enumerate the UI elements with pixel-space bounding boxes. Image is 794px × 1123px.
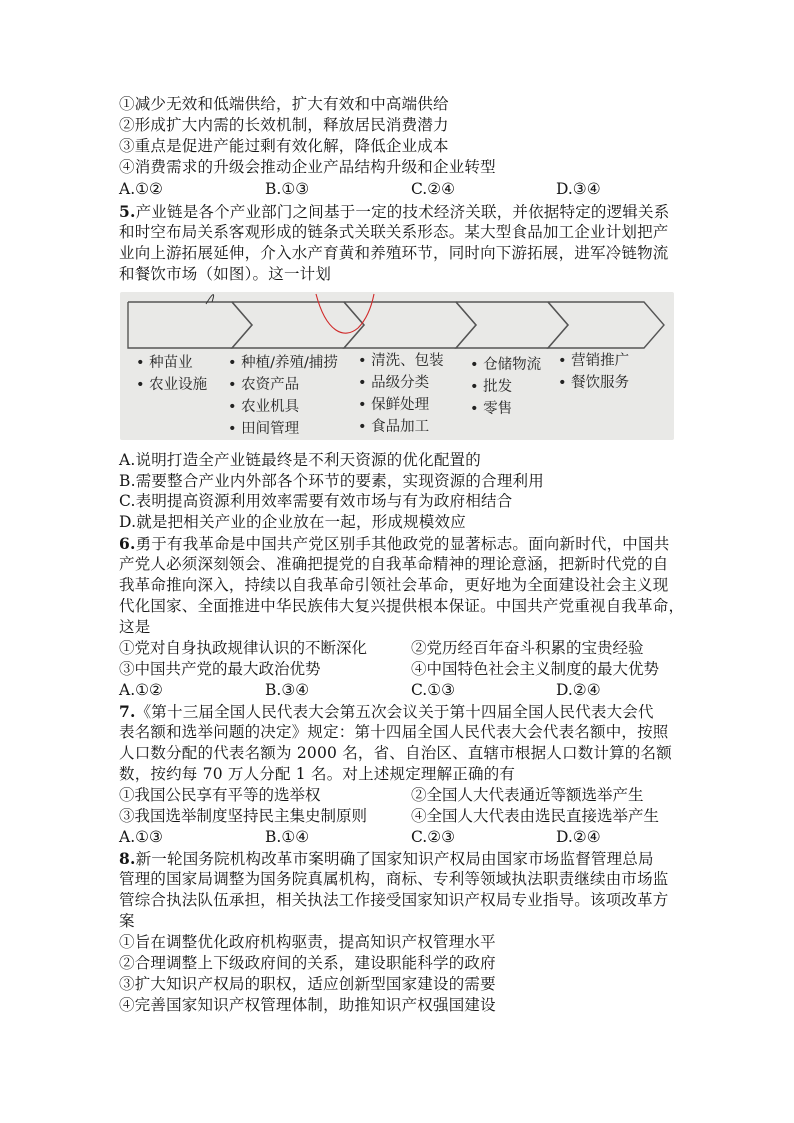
- q6-items-row-2: [119, 659, 679, 680]
- q8-item-3: ③扩大知识产权局的职权，适应创新型国家建设的需要: [119, 975, 496, 993]
- figure-text: • 零售: [470, 401, 513, 417]
- q5-option-a: A.说明打造全产业链最终是不利天资源的优化配置的: [119, 451, 481, 469]
- figure-col-5: [558, 350, 629, 394]
- figure-text: • 食品加工: [358, 419, 430, 435]
- figure-text: • 餐饮服务: [558, 375, 630, 391]
- q8-stem-line-4: 案: [119, 912, 135, 930]
- q6-stem-line-2: 产党人必须深刻领会、准确把提党的自我革命精神的理论意涵，把新时代党的自: [119, 555, 669, 573]
- q6-item-4: ④中国特色社会主义制度的最大优势: [411, 660, 660, 678]
- q7-stem-line-4: 数，按约每 70 万人分配 1 名。对上述规定理解正确的有: [119, 765, 516, 783]
- q6-option-b: B.③④: [265, 681, 310, 699]
- red-pen-mark: [316, 294, 374, 333]
- q4-item-4: ④消费需求的升级会推动企业产品结构升级和企业转型: [119, 158, 496, 176]
- q5-stem-line-4: 和餐饮市场（如图）。这一计划: [119, 265, 332, 283]
- figure-text: • 仓储物流: [470, 357, 542, 373]
- q5-stem-line-2: 和时空布局关系客观形成的链条式关联关系形态。某大型食品加工企业计划把产: [119, 223, 669, 241]
- q7-items-row-1: [119, 785, 679, 806]
- q4-item-1: ①减少无效和低端供给，扩大有效和中高端供给: [119, 95, 449, 113]
- q7-option-a: A.①③: [119, 828, 163, 846]
- q6-item-3: ③中国共产党的最大政治优势: [119, 660, 321, 678]
- q7-option-c: C.②③: [411, 828, 456, 846]
- q5-stem-line-3: 业向上游拓展延伸，介入水产育黄和养殖环节，同时向下游拓展，进军冷链物流: [119, 244, 669, 262]
- figure-text: • 农资产品: [228, 377, 300, 393]
- q7-item-4: ④全国人大代表由选民直接选举产生: [411, 807, 660, 825]
- q5-option-c: C.表明提高资源利用效率需要有效市场与有为政府相结合: [119, 492, 513, 510]
- figure-text: • 农业设施: [136, 377, 208, 393]
- q4-option-d: D.③④: [556, 180, 601, 198]
- q6-option-c: C.①③: [411, 681, 456, 699]
- q7-item-1: ①我国公民享有平等的选举权: [119, 786, 321, 804]
- q5-stem-line-1: 5.产业链是各个产业部门之间基于一定的技术经济关联，并依据特定的逻辑关系: [119, 202, 670, 221]
- q7-items-row-2: [119, 806, 679, 827]
- q6-option-a: A.①②: [119, 681, 163, 699]
- q8-number: 8.: [119, 849, 136, 868]
- q6-stem-line-1: 6.勇于有我革命是中国共产党区别手其他政党的显著标志。面向新时代，中国共: [119, 534, 670, 553]
- figure-col-4: [470, 354, 541, 420]
- q6-item-1: ①党对自身执政规律认识的不断深化: [119, 639, 368, 657]
- q7-stem-line-3: 人口数分配的代表名额为 2000 名，省、自治区、直辖市根据人口数计算的名额: [119, 744, 672, 762]
- q7-number: 7.: [119, 702, 136, 721]
- q7-item-3: ③我国选举制度坚持民主集史制原则: [119, 807, 368, 825]
- q4-options: [119, 179, 679, 200]
- figure-col-1: [136, 352, 207, 396]
- chain-arrow-2: [232, 302, 364, 348]
- figure-text: • 清洗、包装: [358, 353, 444, 369]
- q6-option-d: D.②④: [556, 681, 601, 699]
- q8-item-2: ②合理调整上下级政府间的关系，建设职能科学的政府: [119, 954, 496, 972]
- chain-arrow-3: [344, 302, 476, 348]
- chain-arrow-1: [128, 302, 252, 348]
- q7-options: [119, 827, 679, 848]
- q7-stem-line-1: 7.《第十三届全国人民代表大会第五次会议关于第十四届全国人民代表大会代: [119, 702, 654, 721]
- figure-text: • 田间管理: [228, 421, 300, 437]
- figure-text: • 营销推广: [558, 353, 630, 369]
- q8-item-4: ④完善国家知识产权管理体制，助推知识产权强国建设: [119, 996, 496, 1014]
- figure-text: • 批发: [470, 379, 513, 395]
- figure-text: • 品级分类: [358, 375, 430, 391]
- q4-option-c: C.②④: [411, 180, 456, 198]
- q8-stem-line-2: 管理的国家局调整为国务院真属机构，商标、专利等领域执法职责继续由市场监: [119, 870, 669, 888]
- q5-option-b: B.需要整合产业内外部各个环节的要素，实现资源的合理利用: [119, 472, 544, 490]
- q4-item-2: ②形成扩大内需的长效机制，释放居民消费潜力: [119, 116, 449, 134]
- q7-option-d: D.②④: [556, 828, 601, 846]
- q4-option-b: B.①③: [265, 180, 310, 198]
- figure-text: • 保鲜处理: [358, 397, 430, 413]
- figure-text: • 农业机具: [228, 399, 300, 415]
- chain-arrow-5: [548, 302, 664, 348]
- figure-text: • 种植/养殖/捕捞: [228, 355, 338, 371]
- q6-options: [119, 680, 679, 701]
- industry-chain-figure: [120, 292, 674, 440]
- chain-arrow-4: [456, 302, 568, 348]
- q8-stem-line-1: 8.新一轮国务院机构改革市案明确了国家知识产权局由国家市场监督管理总局: [119, 849, 654, 868]
- q7-item-2: ②全国人大代表通近等额选举产生: [411, 786, 644, 804]
- figure-text: • 种苗业: [136, 355, 193, 371]
- q6-stem-line-3: 我革命推向深入，持续以自我革命引领社会革命，更好地为全面建设社会主义现: [119, 576, 669, 594]
- q4-option-a: A.①②: [119, 180, 163, 198]
- q5-option-d: D.就是把相关产业的企业放在一起，形成规模效应: [119, 513, 466, 531]
- q6-items-row-1: [119, 638, 679, 659]
- q5-number: 5.: [119, 202, 136, 221]
- q8-item-1: ①旨在调整优化政府机构驱责，提高知识产权管理水平: [119, 933, 496, 951]
- figure-col-3: [358, 350, 444, 438]
- q7-stem-line-2: 表名额和选举问题的决定》规定：第十四届全国人民代表大会代表名额中，按照: [119, 723, 669, 741]
- q6-item-2: ②党历经百年奋斗积累的宝贵经验: [411, 639, 644, 657]
- figure-col-2: [228, 352, 338, 440]
- q7-option-b: B.①④: [265, 828, 310, 846]
- q6-stem-line-5: 这是: [119, 618, 151, 636]
- q6-number: 6.: [119, 534, 136, 553]
- q4-item-3: ③重点是促进产能过剩有效化解，降低企业成本: [119, 137, 449, 155]
- q8-stem-line-3: 管综合执法队伍承担，相关执法工作接受国家知识产权局专业指导。该项改革方: [119, 891, 669, 909]
- q6-stem-line-4: 代化国家、全面推进中华民族伟大复兴提供根本保证。中国共产党重视自我革命，: [119, 597, 685, 615]
